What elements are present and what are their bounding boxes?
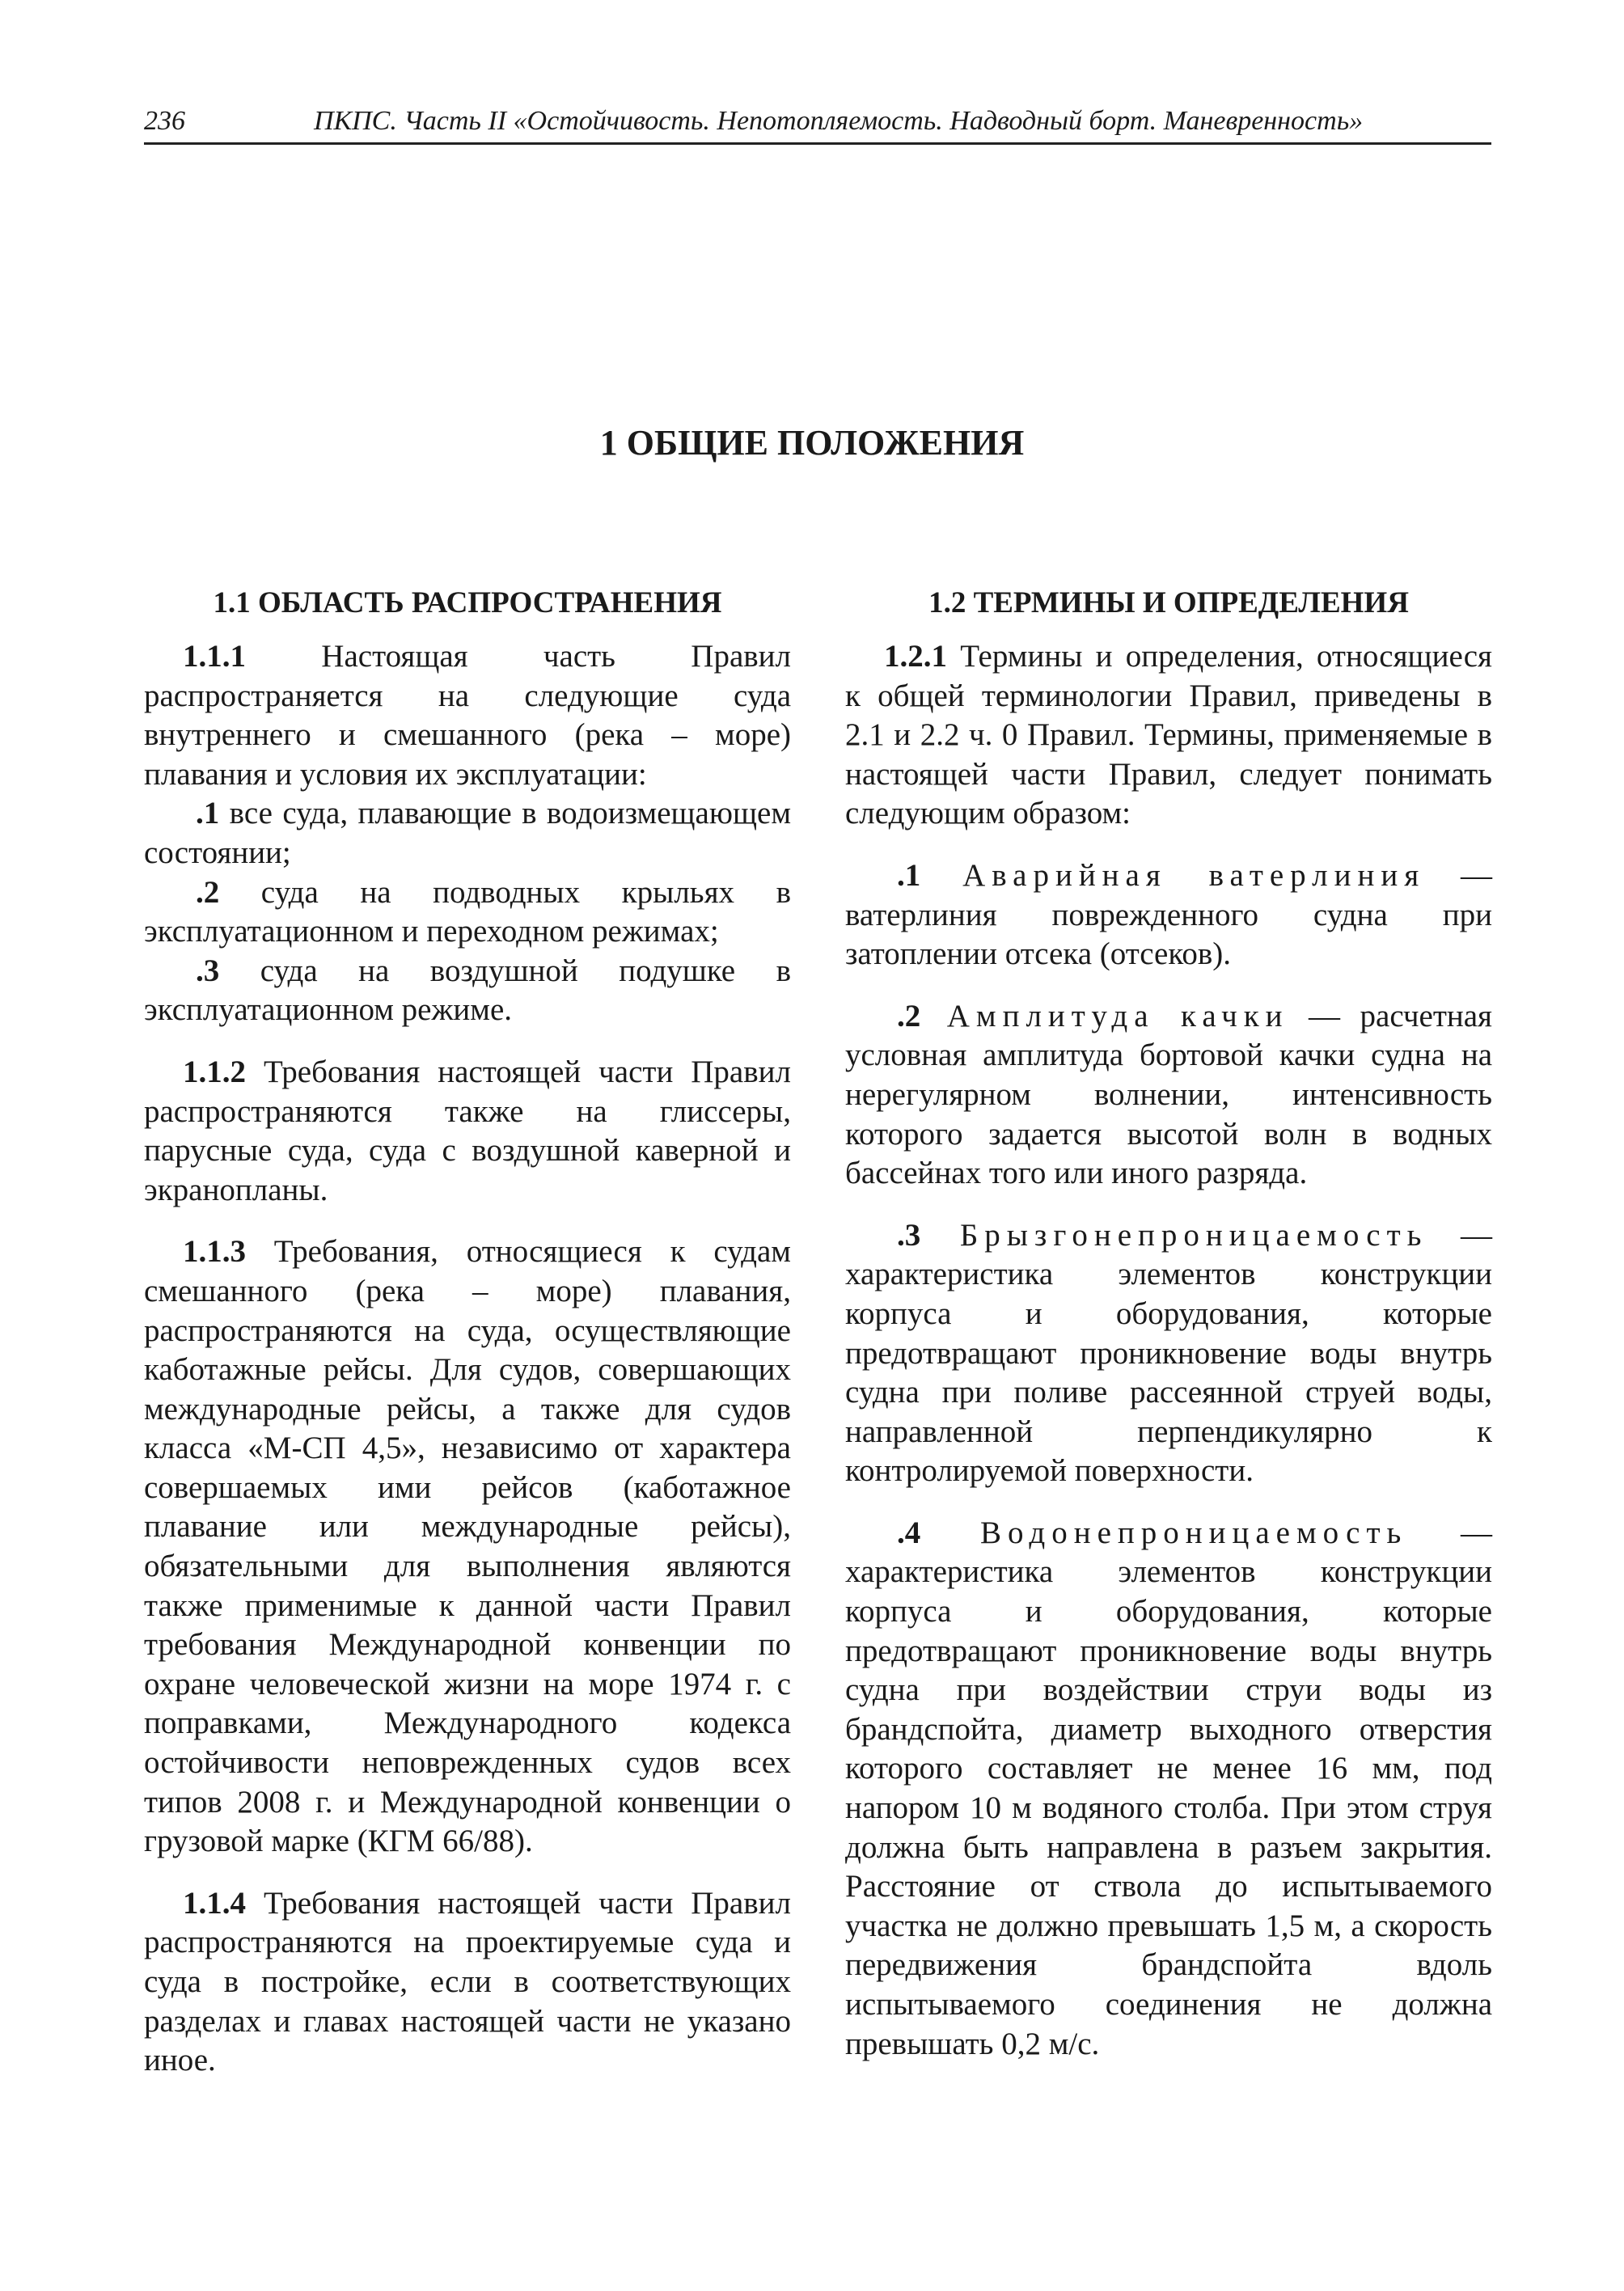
term-number: .4 (897, 1515, 921, 1550)
list-item-3 (144, 952, 791, 1030)
item-text: суда на подводных крыльях в эксплуатационном и переходном режимах; (144, 874, 791, 949)
clause-number: 1.1.1 (183, 639, 246, 674)
paragraph-1-1-4 (144, 1884, 791, 2081)
paragraph-1-1-3 (144, 1232, 791, 1862)
paragraph-1-1-1 (144, 637, 791, 794)
paragraph-1-2-1 (845, 637, 1492, 834)
clause-number: 1.2.1 (884, 639, 947, 674)
term-definition: — расчетная условная амплитуда бортовой качки судна на нерегулярном волнении, интенсивность которого задается высотой волн в водных бассейнах того или иного разряда. (845, 998, 1492, 1191)
term-name: Водонепроницаемость (920, 1515, 1408, 1550)
list-item-2 (144, 873, 791, 952)
term-number: .1 (897, 857, 921, 893)
term-number: .2 (897, 998, 921, 1033)
term-definition: — характеристика элементов конструкции корпуса и оборудования, которые предотвращают проникновение воды внутрь судна при воздействии струи воды из брандспойта, диаметр выходного отверстия которого составляет не менее 16 мм, под напором 10 м водяного столба. При этом струя должна быть направлена в разъем закрытия. Расстояние от ствола до испытываемого участка не должно превышать 1,5 м, а скорость передвижения брандспойта вдоль испытываемого соединения не должна превышать 0,2 м/с. (845, 1515, 1492, 2061)
clause-number: 1.1.4 (183, 1885, 246, 1921)
paragraph-text: Требования настоящей части Правил распространяются на проектируемые суда и суда в постройке, если в соответствующих разделах и главах настоящей части не указано иное. (144, 1885, 791, 2078)
item-number: .2 (196, 874, 220, 910)
right-column (845, 584, 1492, 2064)
term-name: Амплитуда качки (920, 998, 1289, 1033)
term-3 (845, 1216, 1492, 1491)
term-name: Аварийная ватерлиния (920, 857, 1426, 893)
paragraph-text: Настоящая часть Правил распространяется на следующие суда внутреннего и смешанного (река – море) плавания и условия их эксплуатации: (144, 639, 791, 792)
section-title-1-2: 1.2 ТЕРМИНЫ И ОПРЕДЕЛЕНИЯ (928, 586, 1409, 619)
left-column (144, 584, 791, 2081)
list-item-1 (144, 794, 791, 873)
item-number: .1 (196, 796, 220, 831)
page-number: 236 (144, 106, 185, 136)
item-text: все суда, плавающие в водоизмещающем состоянии; (144, 796, 791, 870)
clause-number: 1.1.3 (183, 1234, 246, 1270)
term-definition: — ватерлиния поврежденного судна при затоплении отсека (отсеков). (845, 857, 1493, 972)
term-number: .3 (897, 1217, 921, 1253)
paragraph-text: Требования, относящиеся к судам смешанного (река – море) плавания, распространяются на суда, осуществляющие каботажные рейсы. Для судов, совершающих международные рейсы, а также для судов класса «М-СП 4,5», независимо от характера совершаемых ими рейсов (каботажное плавание или международные рейсы), обязательными для выполнения являются также применимые к данной части Правил требования Международной конвенции по охране человеческой жизни на море 1974 г. с поправками, Международного кодекса остойчивости неповрежденных судов всех типов 2008 г. и Международной конвенции о грузовой марке (КГМ 66/88). (144, 1234, 791, 1859)
paragraph-text: Термины и определения, относящиеся к общей терминологии Правил, приведены в 2.1 и 2.2 ч. 0 Правил. Термины, применяемые в настоящей части Правил, следует понимать следующим образом: (845, 639, 1492, 831)
section-title-1-1: 1.1 ОБЛАСТЬ РАСПРОСТРАНЕНИЯ (213, 586, 722, 619)
paragraph-text: Требования настоящей части Правил распространяются также на глиссеры, парусные суда, суда с воздушной каверной и экранопланы. (144, 1054, 791, 1207)
paragraph-1-1-2 (144, 1053, 791, 1210)
term-name: Брызгонепроницаемость (920, 1217, 1428, 1253)
term-1 (845, 856, 1492, 974)
item-number: .3 (196, 953, 220, 988)
term-4 (845, 1514, 1492, 2064)
term-2 (845, 997, 1492, 1194)
chapter-title: 1 ОБЩИЕ ПОЛОЖЕНИЯ (599, 423, 1025, 463)
clause-number: 1.1.2 (183, 1054, 246, 1089)
page-header (144, 104, 1491, 145)
term-definition: — характеристика элементов конструкции корпуса и оборудования, которые предотвращают проникновение воды внутрь судна при поливе рассеянной струей воды, направленной перпендикулярно к контролируемой поверхности. (845, 1217, 1493, 1489)
running-title: ПКПС. Часть II «Остойчивость. Непотопляемость. Надводный борт. Маневренность» (314, 106, 1364, 136)
item-text: суда на воздушной подушке в эксплуатационном режиме. (144, 953, 791, 1028)
